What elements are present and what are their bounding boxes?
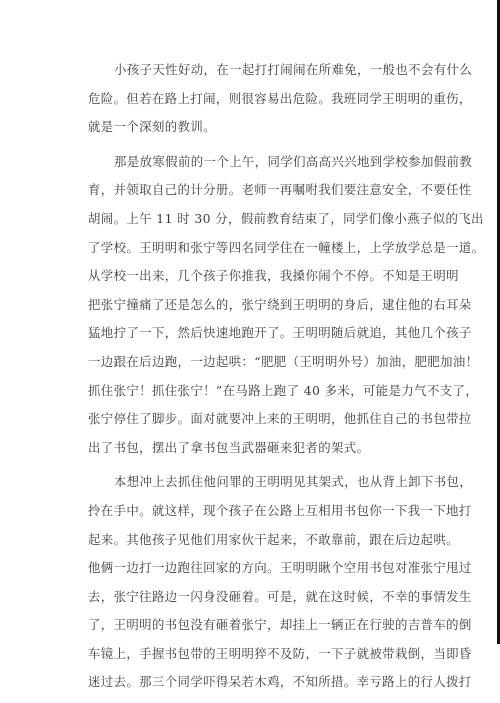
paragraph-2: [88, 148, 485, 463]
paragraph-3: [88, 468, 473, 697]
article-body: [88, 56, 485, 703]
text-line: 猛地拧了一下，然后快速地跑开了。王明明随后就追，其他几个孩子: [88, 325, 472, 341]
text-line: 迷过去。那三个同学吓得呆若木鸡，不知所措。幸亏路上的行人拨打: [88, 674, 472, 690]
paragraph-1: [88, 56, 473, 142]
text-line: 危险。但若在路上打闹，则很容易出危险。我班同学王明明的重伤，: [88, 90, 472, 106]
text-line: 小孩子天性好动，在一起打打闹闹在所难免，一般也不会有什么: [114, 62, 473, 77]
text-line: 从学校一出来，几个孩子你推我，我搡你闹个不停。不知是王明明: [88, 268, 459, 284]
text-line: 了，王明明的书包没有砸着张宁，却挂上一辆正在行驶的吉普车的倒: [88, 617, 472, 633]
text-line: 了学校。王明明和张宁等四名同学住在一幢楼上，上学放学总是一道。: [88, 239, 485, 255]
text-line: 把张宁撞痛了还是怎么的，张宁绕到王明明的身后，逮住他的右耳朵: [88, 296, 472, 312]
text-line: 他俩一边打一边跑往回家的方向。王明明瞅个空用书包对准张宁甩过: [88, 560, 472, 576]
text-line: 张宁停住了脚步。面对就要冲上来的王明明，他抓住自己的书包带拉: [88, 411, 472, 427]
text-line: 出了书包，摆出了拿书包当武器砸来犯者的架式。: [88, 439, 370, 455]
text-line: 就是一个深刻的教训。: [88, 119, 216, 135]
text-line: 起来。其他孩子见他们用家伙干起来，不敢靠前，跟在后边起哄。: [88, 531, 459, 547]
text-line: 育，并领取自己的计分册。老师一再嘱咐我们要注意安全，不要任性: [88, 182, 472, 198]
text-line: 胡闹。上午 11 时 30 分，假前教育结束了，同学们像小燕子似的飞出: [88, 210, 484, 226]
text-line: 本想冲上去抓住他问罪的王明明见其架式，也从背上卸下书包，: [114, 474, 473, 490]
text-line: 拎在手中。就这样，现个孩子在公路上互相用书包你一下我一下地打: [88, 502, 472, 518]
text-line: 车镜上，手握书包带的王明明猝不及防，一下子就被带栽倒，当即昏: [88, 645, 472, 661]
text-line: 去，张宁往路边一闪身没砸着。可是，就在这时候，不幸的事情发生: [88, 588, 472, 604]
text-line: 抓住张宁！抓住张宁！”在马路上跑了 40 多米，可能是力气不支了，: [88, 382, 479, 398]
text-line: 那是放寒假前的一个上午，同学们高高兴兴地到学校参加假前教: [114, 153, 473, 169]
text-line: 一边跟在后边跑，一边起哄：“肥肥（王明明外号）加油，肥肥加油！: [88, 353, 479, 369]
